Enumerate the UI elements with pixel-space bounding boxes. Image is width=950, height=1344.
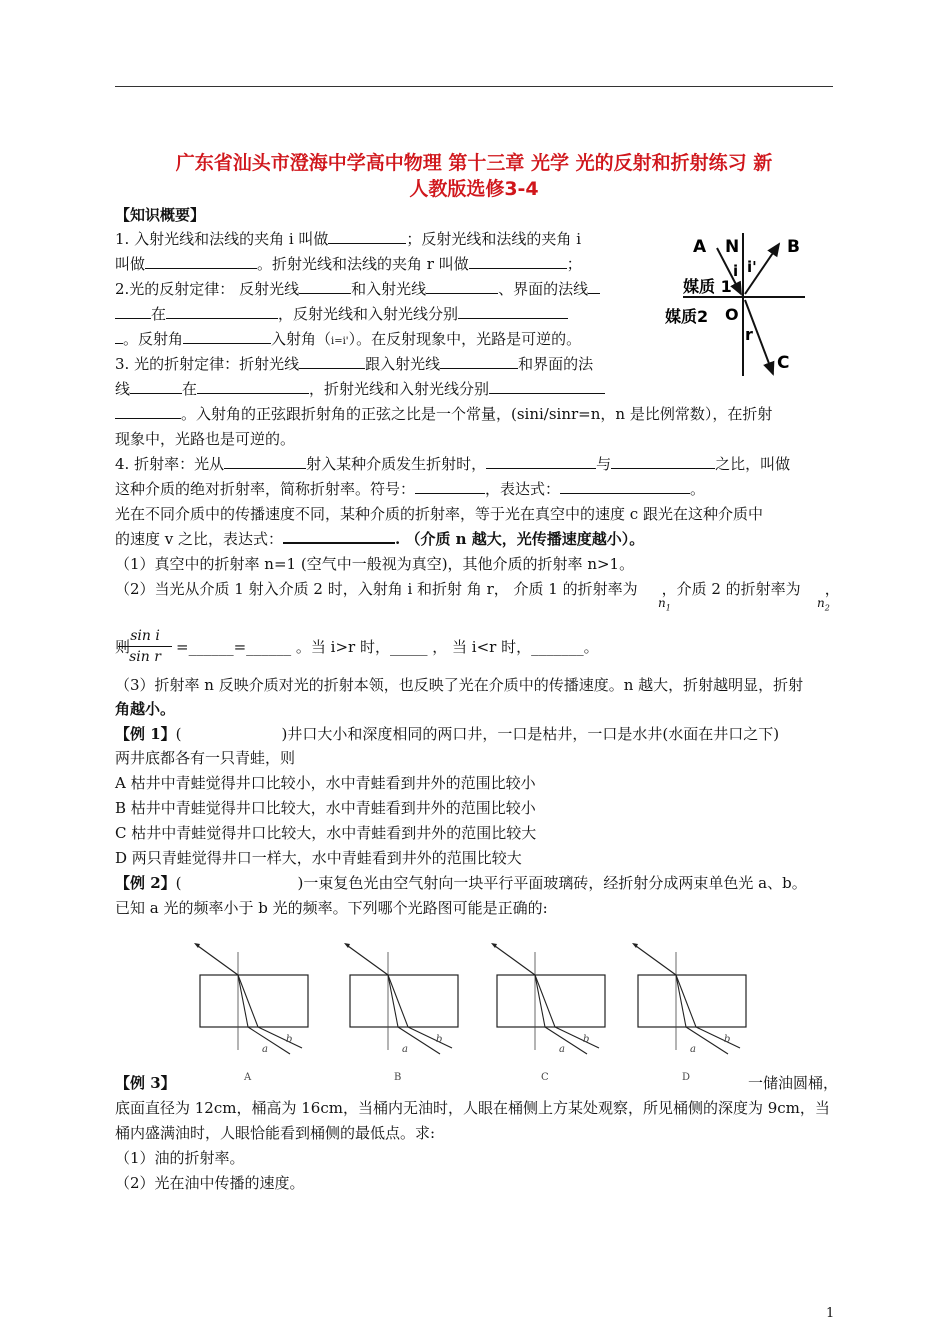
incident-ray [348,946,388,975]
label-medium-2: 媒质2 [665,307,709,326]
incident-ray [636,946,676,975]
text-line: 的速度 v 之比，表达式： . （介质 n 越大，光传播速度越小）。 [115,530,645,548]
light-path-figures [190,940,750,1085]
figure-label: C [541,1072,549,1083]
option-b: B 枯井中青蛙觉得井口比较大，水中青蛙看到井外的范围比较小 [115,799,536,817]
exit-ray [248,1027,293,1054]
figure-d [632,943,746,1083]
refracted-ray [238,975,248,1027]
ray-label-b: b [724,1034,731,1045]
text-line: 一储油圆桶， [748,1074,839,1092]
question-1: （1）油的折射率。 [115,1149,245,1167]
ray-label-a: a [262,1044,268,1055]
text-line: 光在不同介质中的传播速度不同，某种介质的折射率，等于光在真空中的速度 c 跟光在这种介质中 [115,505,763,523]
text-line: 1. 入射光线和法线的夹角 i 叫做 ；反射光线和法线的夹角 i [115,230,581,248]
text-line: 线 在 ，折射光线和入射光线分别 [115,378,605,400]
glass-slab [497,975,605,1027]
refracted-ray [535,975,555,1027]
reflection-refraction-diagram [655,228,820,378]
refracted-ray [676,975,686,1027]
refracted-ray [388,975,398,1027]
incident-ray [198,946,238,975]
label-c: C [777,353,790,373]
refracted-ray [388,975,408,1027]
refracted-ray [535,975,545,1027]
text-line: 。入射角的正弦跟折射角的正弦之比是一个常量，(sini/sinr=n，n 是比例常数），在折射 [115,403,772,425]
text-line: 在 ，反射光线和入射光线分别 [115,303,568,325]
glass-slab [350,975,458,1027]
option-a: A 枯井中青蛙觉得井口比较小，水中青蛙看到井外的范围比较小 [115,774,536,792]
text-line: 3. 光的折射定律：折射光线 跟入射光线 和界面的法 [115,355,594,373]
text-line: 。反射角 入射角（i=i'）。在反射现象中，光路是可逆的。 [115,328,581,353]
figure-label: B [394,1072,402,1083]
page-title-line1: 广东省汕头市澄海中学高中物理 第十三章 光学 光的反射和折射练习 新 [175,152,773,174]
text-line: （3）折射率 n 反映介质对光的折射本领，也反映了光在介质中的传播速度。n 越大，折射越明显，折射 [115,676,804,694]
text-line: =______=______ 。当 i>r 时，_____ ， 当 i<r 时，_______。 [176,638,599,656]
ray-label-a: a [402,1044,408,1055]
ray-label-a: a [690,1044,696,1055]
label-i-prime: i' [747,258,757,276]
ray-label-b: b [286,1034,293,1045]
label-b: B [787,237,800,257]
text-line: 2.光的反射定律： 反射光线 和入射光线 、界面的法线 [115,278,600,300]
text-line: 两井底都各有一只青蛙，则 [115,749,296,767]
label-r: r [745,325,753,344]
label-n: N [725,237,740,257]
refracted-ray [238,975,258,1027]
example-1-stem: 【例 1】( )井口大小和深度相同的两口井，一口是枯井，一口是水井(水面在井口之下) [115,725,780,743]
text-line: 现象中，光路也是可逆的。 [115,430,296,448]
text-line: 角越小。 [115,700,176,718]
example-2-stem: 【例 2】( )一束复色光由空气射向一块平行平面玻璃砖，经折射分成两束单色光 a、b。 [115,874,807,892]
text-line: 底面直径为 12cm，桶高为 16cm，当桶内无油时，人眼在桶侧上方某处观察，所见桶侧的深度为 9cm，当 [115,1099,830,1117]
section-heading: 【知识概要】 [115,206,206,224]
exit-ray [545,1027,590,1054]
label-a: A [693,237,707,257]
question-2: （2）光在油中传播的速度。 [115,1174,305,1192]
example-3-label: 【例 3】 [115,1074,176,1092]
header-rule [115,86,833,87]
page-number: 1 [826,1306,835,1321]
text-line: 桶内盛满油时，人眼恰能看到桶侧的最低点。求: [115,1124,436,1142]
text-line: 则 [115,638,131,656]
text-line: （2）当光从介质 1 射入介质 2 时，入射角 i 和折射 角 r， 介质 1 的折射率为 ，介质 2 的折射率为 ， [115,580,840,598]
label-i: i [733,262,739,280]
page-title-line2: 人教版选修3-4 [409,178,539,200]
text-line: 已知 a 光的频率小于 b 光的频率。下列哪个光路图可能是正确的: [115,899,548,917]
option-d: D 两只青蛙觉得井口一样大，水中青蛙看到井外的范围比较大 [115,849,522,867]
ray-label-b: b [583,1034,590,1045]
n1-symbol: $n_1$ [658,596,671,613]
glass-slab [200,975,308,1027]
text-line: 4. 折射率：光从 射入某种介质发生折射时， 与 之比，叫做 [115,455,791,473]
figure-c [491,943,605,1083]
figure-a [194,943,308,1083]
label-medium-1: 媒质 1 [683,277,732,296]
text-line: 这种介质的绝对折射率，简称折射率。符号： ，表达式： 。 [115,480,706,498]
refracted-ray [676,975,696,1027]
n2-symbol: $n_2$ [817,596,830,613]
option-c: C 枯井中青蛙觉得井口比较大，水中青蛙看到井外的范围比较大 [115,824,537,842]
text-line: 叫做 。折射光线和法线的夹角 r 叫做 ； [115,255,582,273]
figure-b [344,943,458,1083]
glass-slab [638,975,746,1027]
label-o: O [725,305,739,324]
figure-label: D [682,1072,691,1083]
ray-label-a: a [559,1044,565,1055]
text-line: （1）真空中的折射率 n=1 (空气中一般视为真空)，其他介质的折射率 n>1。 [115,555,635,573]
ray-label-b: b [436,1034,443,1045]
sine-ratio-fraction: $\frac{\text{sin i}}{\text{sin r}}$ [118,628,172,665]
figure-label: A [244,1072,252,1083]
incident-ray [495,946,535,975]
